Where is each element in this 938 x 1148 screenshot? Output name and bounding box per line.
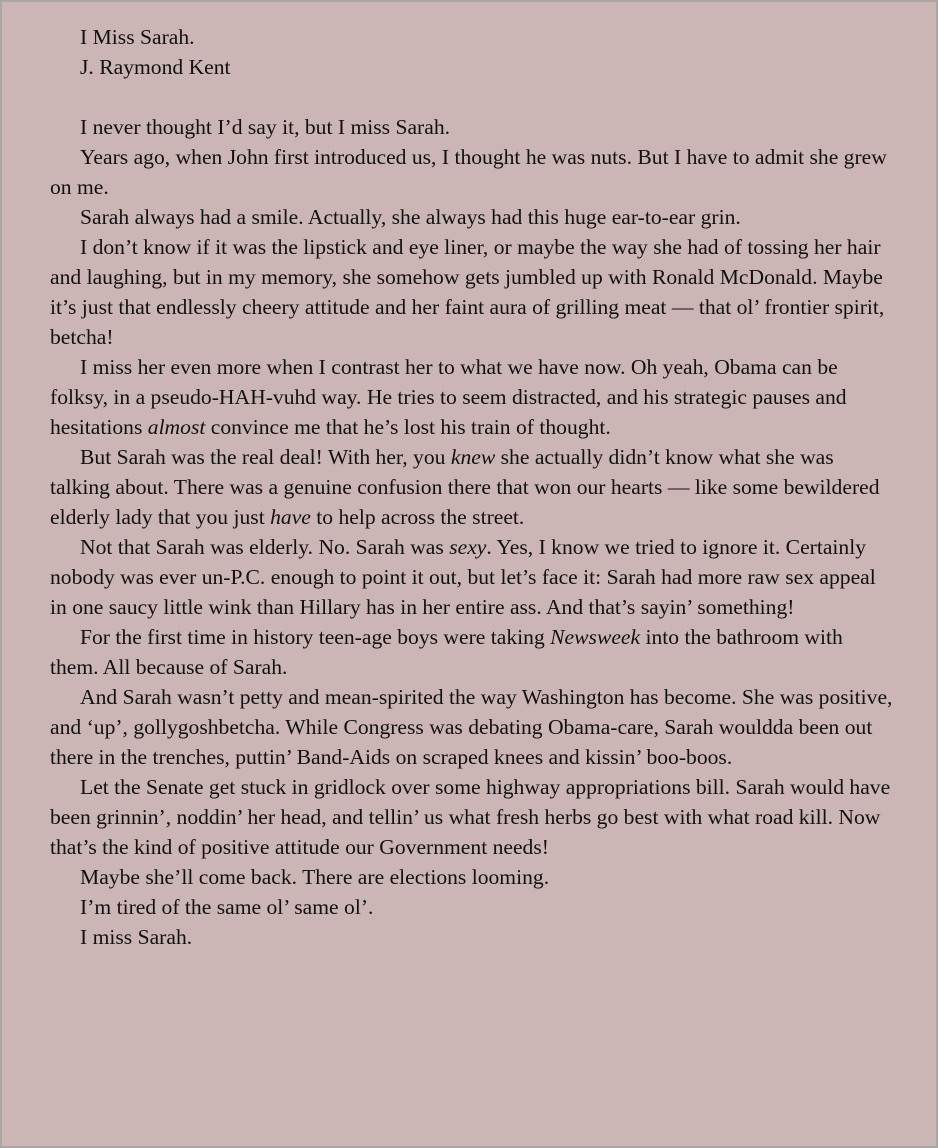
paragraph-text: And Sarah wasn’t petty and mean-spirited the way Washington has become. She was positive, and ‘up’, gollygoshbetcha. While Congress was debating Obama-care, Sarah wouldda been out there in the trenches, puttin’ Band-Aids on scraped knees and kissin’ boo-boos. [50,685,893,769]
paragraph-text: I never thought I’d say it, but I miss Sarah. [80,115,451,139]
document-title: I Miss Sarah. [80,25,195,49]
emphasized-text: sexy [449,535,487,559]
document-body [50,112,896,952]
title-spacer [50,82,896,112]
paragraph-text: I miss Sarah. [80,925,193,949]
body-paragraph [50,142,896,202]
emphasized-text: Newsweek [550,625,641,649]
body-paragraph [50,232,896,352]
paragraph-text: Let the Senate get stuck in gridlock over some highway appropriations bill. Sarah would have been grinnin’, noddin’ her head, and tellin’ us what fresh herbs go best with what road kill. Now that’s the kind of positive attitude our Government needs! [50,775,891,859]
body-paragraph [50,772,896,862]
paragraph-text: I don’t know if it was the lipstick and eye liner, or maybe the way she had of tossing her hair and laughing, but in my memory, she somehow gets jumbled up with Ronald McDonald. Maybe it’s just that endlessly cheery attitude and her faint aura of grilling meat — that ol’ frontier spirit, betcha! [50,235,885,349]
paragraph-text: . Yes, I know we tried to ignore it. Certainly nobody was ever un-P.C. enough to point it out, but let’s face it: Sarah had more raw sex appeal in one saucy little wink than Hillary has in her entire ass. And that’s sayin’ something! [50,535,876,619]
body-paragraph [50,862,896,892]
body-paragraph [50,112,896,142]
paragraph-text: Sarah always had a smile. Actually, she always had this huge ear-to-ear grin. [80,205,741,229]
paragraph-text: Maybe she’ll come back. There are elections looming. [80,865,550,889]
body-paragraph [50,352,896,442]
emphasized-text: knew [450,445,496,469]
body-paragraph [50,202,896,232]
emphasized-text: almost [147,415,206,439]
paragraph-text: convince me that he’s lost his train of thought. [205,415,611,439]
paragraph-text: But Sarah was the real deal! With her, you [80,445,451,469]
paragraph-text: Years ago, when John first introduced us, I thought he was nuts. But I have to admit she grew on me. [50,145,887,199]
paragraph-text: Not that Sarah was elderly. No. Sarah was [80,535,450,559]
paragraph-text: I’m tired of the same ol’ same ol’. [80,895,374,919]
body-paragraph [50,532,896,622]
paragraph-text: to help across the street. [310,505,525,529]
body-paragraph [50,622,896,682]
paragraph-text: she actually didn’t know what she was talking about. There was a genuine confusion there that won our hearts — like some bewildered elderly lady that you just [50,445,880,529]
emphasized-text: have [270,505,311,529]
body-paragraph [50,442,896,532]
body-paragraph [50,922,896,952]
paragraph-text: I miss her even more when I contrast her to what we have now. Oh yeah, Obama can be folksy, in a pseudo-HAH-vuhd way. He tries to seem distracted, and his strategic pauses and hesitations [50,355,847,439]
body-paragraph [50,682,896,772]
document-author: J. Raymond Kent [80,55,231,79]
body-paragraph [50,892,896,922]
paragraph-text: into the bathroom with them. All because of Sarah. [50,625,843,679]
paragraph-text: For the first time in history teen-age boys were taking [80,625,551,649]
